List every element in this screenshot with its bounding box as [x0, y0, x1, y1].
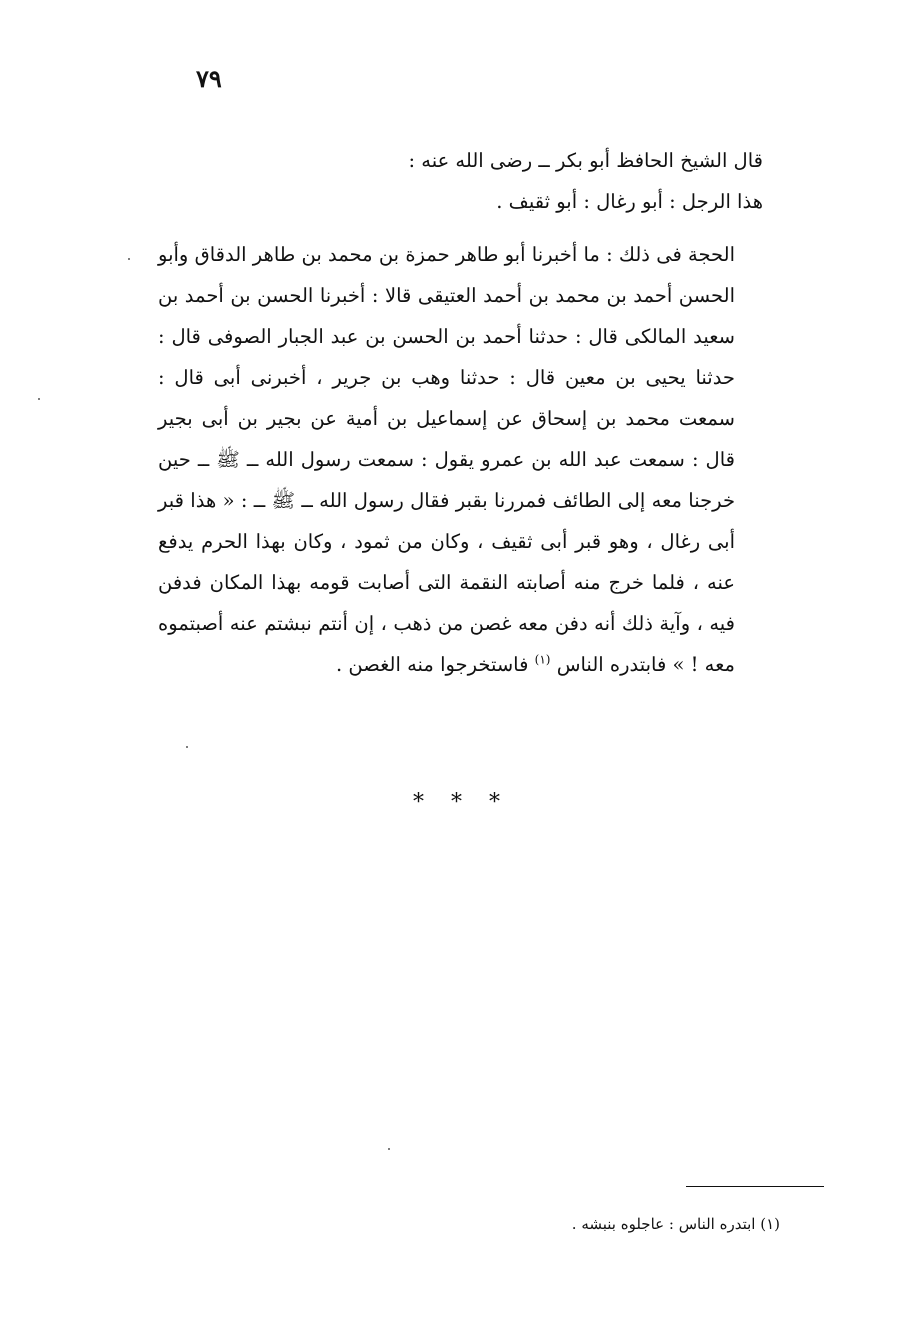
section-ornament: * * *: [413, 790, 510, 815]
footnote-divider: [686, 1186, 824, 1187]
scan-speck: [38, 398, 40, 400]
scan-speck: [186, 746, 188, 748]
footnote-reference: (١): [534, 652, 551, 667]
scan-speck: [388, 1148, 390, 1150]
footnote: (١) ابتدره الناس : عاجلوه بنبشه .: [571, 1215, 780, 1233]
paragraph-end: فاستخرجوا منه الغصن .: [335, 653, 529, 676]
main-text: [158, 140, 763, 685]
paragraph-gap: [158, 222, 763, 234]
page-number: ٧٩: [196, 64, 222, 93]
second-line: هذا الرجل : أبو رغال : أبو ثقيف .: [496, 190, 763, 213]
hadith-paragraph: [158, 234, 763, 685]
paragraph-body: الحجة فى ذلك : ما أخبرنا أبو طاهر حمزة بن محمد بن طاهر الدقاق وأبو الحسن أحمد بن محمد بن أحمد العتيقى قالا : أخبرنا الحسن بن أحمد بن سعيد المالكى قال : حدثنا أحمد بن الحسن بن عبد الجبار الصوفى قال : حدثنا يحيى بن معين قال : حدثنا وهب بن جرير ، أخبرنى أبى قال : سمعت محمد بن إسحاق عن إسماعيل بن أمية عن بجير بن أبى بجير قال : سمعت عبد الله بن عمرو يقول : سمعت رسول الله ــ ﷺ ــ حين خرجنا معه إلى الطائف فمررنا بقبر فقال رسول الله ــ ﷺ ــ : « هذا قبر أبى رغال ، وهو قبر أبى ثقيف ، وكان من ثمود ، وكان بهذا الحرم يدفع عنه ، فلما خرج منه أصابته النقمة التى أصابت قومه بهذا المكان فدفن فيه ، وآية ذلك أنه دفن معه غصن من ذهب ، إن أنتم نبشتم عنه أصبتموه معه ! » فابتدره الناس: [158, 243, 735, 676]
scan-speck: [128, 258, 130, 260]
opening-line: قال الشيخ الحافظ أبو بكر ــ رضى الله عنه :: [408, 149, 763, 172]
